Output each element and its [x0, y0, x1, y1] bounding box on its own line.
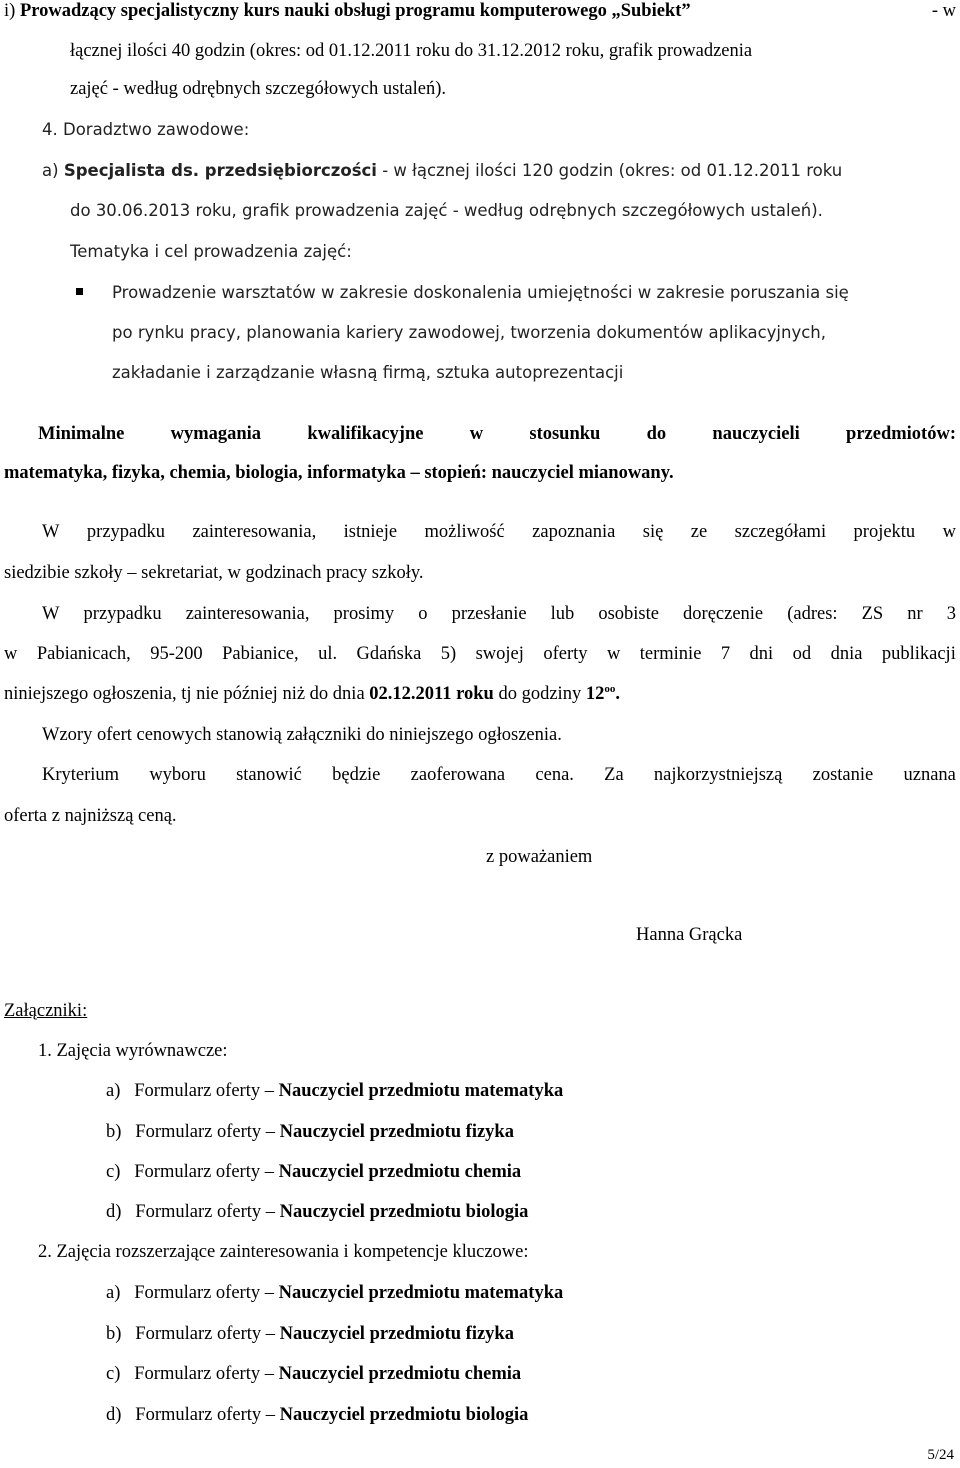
word: 95-200	[150, 644, 203, 664]
info-p1-line1	[42, 521, 956, 543]
item-letter: b)	[106, 1324, 122, 1344]
attachment-item	[106, 1080, 563, 1102]
item-title: Nauczyciel przedmiotu chemia	[278, 1364, 522, 1384]
word: zainteresowania,	[192, 522, 317, 542]
item-letter: d)	[106, 1202, 122, 1222]
deadline-pre: niniejszego ogłoszenia, tj nie później niż do dnia	[4, 684, 370, 704]
item-title: Nauczyciel przedmiotu fizyka	[279, 1324, 514, 1344]
req-word: Minimalne	[38, 424, 125, 444]
info-p4-line2: oferta z najniższą ceną.	[4, 806, 177, 826]
word: będzie	[332, 765, 381, 785]
item-letter: c)	[106, 1162, 121, 1182]
item-title: Nauczyciel przedmiotu matematyka	[278, 1081, 564, 1101]
item-pre: Formularz oferty –	[134, 1283, 279, 1303]
word: projektu	[853, 522, 916, 542]
word: najkorzystniejszą	[653, 765, 783, 785]
item-pre: Formularz oferty –	[135, 1324, 280, 1344]
attachments-label: Załączniki:	[4, 1001, 88, 1021]
requirements-line2: matematyka, fizyka, chemia, biologia, informatyka – stopień: nauczyciel mianowany.	[4, 463, 674, 483]
word: o	[418, 604, 428, 624]
item-title: Nauczyciel przedmiotu biologia	[279, 1405, 529, 1425]
section4-item-a	[42, 160, 842, 182]
word: Pabianicach,	[36, 644, 131, 664]
attachment-item	[106, 1363, 521, 1385]
word: terminie	[639, 644, 702, 664]
word: doręczenie	[683, 604, 764, 624]
attachment-item	[106, 1404, 528, 1426]
item-title: Nauczyciel przedmiotu fizyka	[279, 1122, 514, 1142]
word: Gdańska	[356, 644, 422, 664]
section4-heading: 4. Doradztwo zawodowe:	[42, 120, 250, 139]
word: uznana	[903, 765, 956, 785]
req-word: przedmiotów:	[846, 424, 956, 444]
word: w	[942, 522, 956, 542]
word: dni	[749, 644, 774, 664]
word: 3	[946, 604, 956, 624]
requirements-line1	[38, 423, 956, 445]
word: 5)	[440, 644, 457, 664]
req-word: kwalifikacyjne	[307, 424, 424, 444]
word: szczegółami	[734, 522, 827, 542]
info-p2-line3	[4, 683, 620, 705]
item-a-prefix: a)	[42, 161, 59, 180]
word: przypadku	[83, 604, 162, 624]
item-pre: Formularz oferty –	[134, 1364, 279, 1384]
word: od	[792, 644, 812, 664]
item-title: Nauczyciel przedmiotu chemia	[278, 1162, 522, 1182]
item-a-title: Specjalista ds. przedsiębiorczości	[63, 161, 377, 180]
word: Kryterium	[42, 765, 120, 785]
bullet-line2: po rynku pracy, planowania kariery zawodowej, tworzenia dokumentów aplikacyjnych,	[112, 323, 826, 342]
word: 7	[720, 644, 731, 664]
course-i-after-title: - w	[931, 1, 956, 21]
deadline-date: 02.12.2011 roku	[369, 684, 494, 704]
item-letter: a)	[106, 1081, 121, 1101]
course-i-line3: zajęć - według odrębnych szczegółowych ustaleń).	[70, 79, 447, 99]
item-pre: Formularz oferty –	[135, 1405, 280, 1425]
word: zaoferowana	[410, 765, 506, 785]
deadline-sup: oo	[604, 682, 616, 695]
word: Pabianice,	[222, 644, 299, 664]
info-p2-line1	[42, 603, 956, 625]
word: oferty	[543, 644, 588, 664]
deadline-hour: 12	[585, 684, 605, 704]
word: W	[42, 522, 60, 542]
word: lub	[550, 604, 575, 624]
word: Za	[604, 765, 624, 785]
attachment-group-1-heading	[38, 1040, 228, 1062]
word: osobiste	[598, 604, 659, 624]
word: stanowić	[236, 765, 302, 785]
word: zostanie	[812, 765, 874, 785]
info-p3: Wzory ofert cenowych stanowią załączniki do niniejszego ogłoszenia.	[42, 725, 562, 745]
info-p2-line2	[4, 643, 956, 665]
course-i-title: Prowadzący specjalistyczny kurs nauki obsługi programu komputerowego „Subiekt”	[19, 1, 691, 21]
word: (adres:	[787, 604, 838, 624]
attachment-item	[106, 1323, 514, 1345]
word: wyboru	[149, 765, 206, 785]
course-i-prefix: i)	[4, 1, 16, 21]
item-pre: Formularz oferty –	[134, 1081, 279, 1101]
word: zainteresowania,	[185, 604, 310, 624]
word: ul.	[318, 644, 338, 664]
item-pre: Formularz oferty –	[134, 1162, 279, 1182]
info-p1-line2: siedzibie szkoły – sekretariat, w godzinach pracy szkoły.	[4, 563, 424, 583]
word: prosimy	[333, 604, 395, 624]
course-i-line2: łącznej ilości 40 godzin (okres: od 01.12.2011 roku do 31.12.2012 roku, grafik prowadzenia	[70, 41, 753, 61]
word: istnieje	[343, 522, 398, 542]
req-word: w	[469, 424, 484, 444]
deadline-end: .	[615, 684, 620, 704]
bullet-line1: Prowadzenie warsztatów w zakresie doskonalenia umiejętności w zakresie poruszania się	[112, 283, 849, 302]
req-word: nauczycieli	[712, 424, 800, 444]
bullet-square-icon	[76, 288, 83, 295]
req-word: stosunku	[529, 424, 601, 444]
word: przypadku	[86, 522, 165, 542]
item-title: Nauczyciel przedmiotu matematyka	[278, 1283, 564, 1303]
group-heading-text: 1. Zajęcia wyrównawcze:	[38, 1041, 228, 1061]
word: swojej	[475, 644, 524, 664]
word: dnia	[830, 644, 863, 664]
section4-item-a-line2: do 30.06.2013 roku, grafik prowadzenia zajęć - według odrębnych szczegółowych ustaleń).	[70, 201, 823, 220]
info-p4-line1	[42, 764, 956, 786]
item-letter: a)	[106, 1283, 121, 1303]
attachment-group-2-heading	[38, 1241, 529, 1263]
word: ZS	[861, 604, 884, 624]
word: przesłanie	[451, 604, 527, 624]
closing-regards: z poważaniem	[486, 847, 593, 867]
word: publikacji	[881, 644, 956, 664]
group-heading-text: 2. Zajęcia rozszerzające zainteresowania i kompetencje kluczowe:	[38, 1242, 529, 1262]
item-a-rest: - w łącznej ilości 120 godzin (okres: od 01.12.2011 roku	[382, 161, 843, 180]
closing-signature: Hanna Grącka	[636, 925, 743, 945]
topic-label: Tematyka i cel prowadzenia zajęć:	[70, 242, 352, 261]
bullet-line3: zakładanie i zarządzanie własną firmą, sztuka autoprezentacji	[112, 363, 624, 382]
word: się	[642, 522, 664, 542]
word: w	[4, 644, 18, 664]
word: nr	[907, 604, 923, 624]
item-pre: Formularz oferty –	[135, 1202, 280, 1222]
word: możliwość	[424, 522, 505, 542]
word: W	[42, 604, 60, 624]
deadline-mid: do godziny	[493, 684, 586, 704]
attachment-item	[106, 1201, 528, 1223]
item-letter: c)	[106, 1364, 121, 1384]
word: cena.	[535, 765, 574, 785]
req-word: do	[646, 424, 667, 444]
page-number: 5/24	[927, 1447, 954, 1463]
item-letter: b)	[106, 1122, 122, 1142]
attachment-item	[106, 1121, 514, 1143]
item-letter: d)	[106, 1405, 122, 1425]
attachment-item	[106, 1282, 563, 1304]
item-pre: Formularz oferty –	[135, 1122, 280, 1142]
attachment-item	[106, 1161, 521, 1183]
item-title: Nauczyciel przedmiotu biologia	[279, 1202, 529, 1222]
word: w	[606, 644, 621, 664]
word: ze	[690, 522, 708, 542]
req-word: wymagania	[170, 424, 262, 444]
course-i-line1	[4, 0, 956, 22]
word: zapoznania	[532, 522, 616, 542]
